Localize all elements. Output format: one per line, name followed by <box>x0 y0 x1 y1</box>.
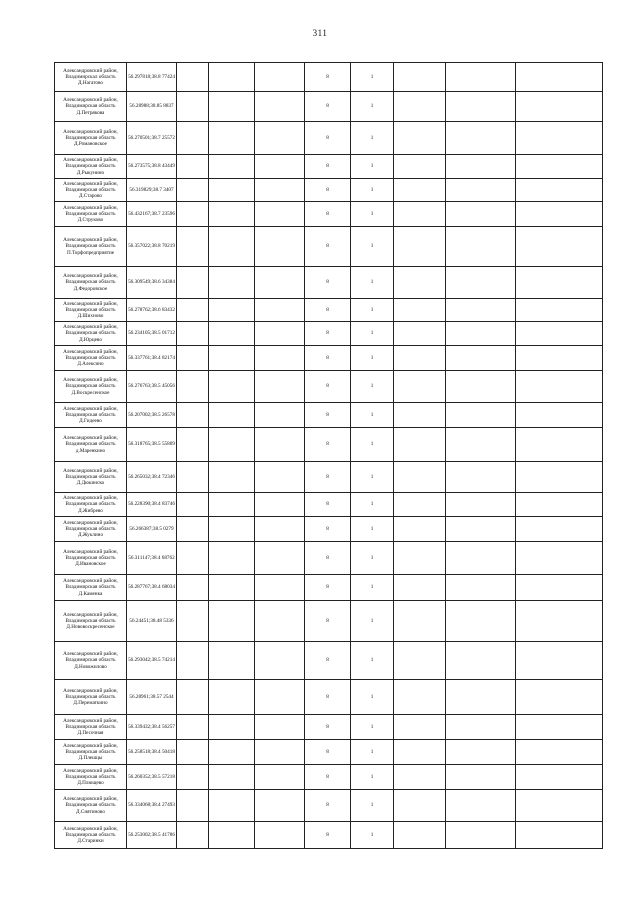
settlement-address: Александровский район, Владимирская область Д.Старинки <box>55 822 127 849</box>
value-cell: 8 <box>305 403 351 428</box>
settlement-address: Александровский район, Владимирская область Д.Ивановское <box>55 542 127 575</box>
table-row <box>55 299 603 322</box>
empty-cell <box>446 346 516 371</box>
empty-cell <box>516 680 603 715</box>
empty-cell <box>394 740 446 765</box>
empty-cell <box>516 346 603 371</box>
value-cell: 8 <box>305 227 351 267</box>
value-cell: 1 <box>351 267 394 299</box>
settlement-address: Александровский район, Владимирская область Д.Каменка <box>55 575 127 601</box>
empty-cell <box>446 575 516 601</box>
empty-cell <box>516 63 603 92</box>
value-cell: 8 <box>305 428 351 462</box>
value-cell: 1 <box>351 493 394 517</box>
coordinates-cell: 56.28961;38.57 2544 <box>127 680 177 715</box>
empty-cell <box>394 202 446 227</box>
empty-cell <box>177 542 209 575</box>
empty-cell <box>446 371 516 403</box>
settlement-address: Александровский район, Владимирская область П.Торфопредприятие <box>55 227 127 267</box>
empty-cell <box>446 155 516 179</box>
empty-cell <box>446 601 516 642</box>
empty-cell <box>255 299 305 322</box>
empty-cell <box>177 227 209 267</box>
value-cell: 1 <box>351 517 394 542</box>
empty-cell <box>516 642 603 680</box>
empty-cell <box>516 322 603 346</box>
settlement-address: Александровский район, Владимирская область Д.Жуклино <box>55 517 127 542</box>
empty-cell <box>177 765 209 790</box>
settlement-address: Александровский район, Владимирская область Д.Алексино <box>55 346 127 371</box>
value-cell: 8 <box>305 575 351 601</box>
empty-cell <box>516 92 603 122</box>
empty-cell <box>516 428 603 462</box>
value-cell: 8 <box>305 680 351 715</box>
empty-cell <box>177 63 209 92</box>
value-cell: 1 <box>351 601 394 642</box>
value-cell: 1 <box>351 765 394 790</box>
empty-cell <box>394 575 446 601</box>
empty-cell <box>255 601 305 642</box>
empty-cell <box>209 155 255 179</box>
empty-cell <box>255 155 305 179</box>
settlement-address: Александровский район, Владимирская область Д.Дюкинско <box>55 462 127 493</box>
value-cell: 1 <box>351 542 394 575</box>
coordinates-cell: 56.270501;38.7 25572 <box>127 122 177 155</box>
empty-cell <box>177 740 209 765</box>
empty-cell <box>394 227 446 267</box>
table-row <box>55 575 603 601</box>
coordinates-cell: 56.276763;38.5 45056 <box>127 371 177 403</box>
empty-cell <box>446 122 516 155</box>
settlement-address: Александровский район, Владимирская область Д.Шихново <box>55 299 127 322</box>
empty-cell <box>255 322 305 346</box>
empty-cell <box>255 63 305 92</box>
empty-cell <box>177 403 209 428</box>
value-cell: 8 <box>305 822 351 849</box>
empty-cell <box>394 299 446 322</box>
empty-cell <box>255 822 305 849</box>
empty-cell <box>394 680 446 715</box>
empty-cell <box>209 740 255 765</box>
table-row <box>55 428 603 462</box>
empty-cell <box>255 542 305 575</box>
settlement-address: Александровский район, Владимирскал область Д.Нагатово <box>55 63 127 92</box>
empty-cell <box>177 371 209 403</box>
empty-cell <box>177 322 209 346</box>
empty-cell <box>255 92 305 122</box>
value-cell: 8 <box>305 517 351 542</box>
coordinates-cell: 56.266387;38.5 0279 <box>127 517 177 542</box>
empty-cell <box>446 517 516 542</box>
empty-cell <box>209 299 255 322</box>
empty-cell <box>177 822 209 849</box>
value-cell: 1 <box>351 346 394 371</box>
empty-cell <box>255 428 305 462</box>
empty-cell <box>446 63 516 92</box>
empty-cell <box>177 346 209 371</box>
coordinates-cell: 56.260352;38.5 57218 <box>127 765 177 790</box>
value-cell: 8 <box>305 740 351 765</box>
value-cell: 8 <box>305 371 351 403</box>
value-cell: 1 <box>351 63 394 92</box>
empty-cell <box>446 715 516 740</box>
empty-cell <box>177 202 209 227</box>
empty-cell <box>516 790 603 822</box>
empty-cell <box>255 202 305 227</box>
empty-cell <box>177 92 209 122</box>
empty-cell <box>394 63 446 92</box>
coordinates-cell: 56.339432;38.4 56257 <box>127 715 177 740</box>
settlement-address: Александровский район, Владимирская область Д.Рыкунино <box>55 155 127 179</box>
table-row <box>55 601 603 642</box>
empty-cell <box>394 642 446 680</box>
empty-cell <box>516 299 603 322</box>
empty-cell <box>177 601 209 642</box>
empty-cell <box>177 462 209 493</box>
empty-cell <box>446 227 516 267</box>
empty-cell <box>394 122 446 155</box>
value-cell: 1 <box>351 322 394 346</box>
empty-cell <box>394 601 446 642</box>
empty-cell <box>177 155 209 179</box>
empty-cell <box>255 122 305 155</box>
empty-cell <box>446 428 516 462</box>
table-row <box>55 715 603 740</box>
empty-cell <box>394 322 446 346</box>
table-row <box>55 267 603 299</box>
coordinates-cell: 56.297818;38.8 77424 <box>127 63 177 92</box>
value-cell: 8 <box>305 601 351 642</box>
empty-cell <box>255 642 305 680</box>
value-cell: 1 <box>351 155 394 179</box>
empty-cell <box>209 267 255 299</box>
empty-cell <box>516 122 603 155</box>
empty-cell <box>177 267 209 299</box>
settlement-address: Александровский район, Владимирская область Д.Гидеево <box>55 403 127 428</box>
empty-cell <box>209 227 255 267</box>
empty-cell <box>394 822 446 849</box>
empty-cell <box>209 462 255 493</box>
empty-cell <box>516 155 603 179</box>
empty-cell <box>255 715 305 740</box>
empty-cell <box>255 346 305 371</box>
empty-cell <box>516 202 603 227</box>
coordinates-cell: 56.207002;38.5 26578 <box>127 403 177 428</box>
coordinates-cell: 56.258518;38.4 50418 <box>127 740 177 765</box>
settlement-address: Александровский район, Владимирская область Д.Новожилово <box>55 642 127 680</box>
table-row <box>55 790 603 822</box>
empty-cell <box>516 179 603 202</box>
empty-cell <box>177 299 209 322</box>
empty-cell <box>209 322 255 346</box>
table-row <box>55 822 603 849</box>
empty-cell <box>209 428 255 462</box>
empty-cell <box>394 715 446 740</box>
table-row <box>55 371 603 403</box>
empty-cell <box>209 92 255 122</box>
value-cell: 8 <box>305 267 351 299</box>
coordinates-cell: 56.318765;38.5 55809 <box>127 428 177 462</box>
value-cell: 8 <box>305 202 351 227</box>
empty-cell <box>255 493 305 517</box>
empty-cell <box>516 462 603 493</box>
value-cell: 1 <box>351 92 394 122</box>
empty-cell <box>255 790 305 822</box>
value-cell: 8 <box>305 715 351 740</box>
empty-cell <box>394 179 446 202</box>
empty-cell <box>255 765 305 790</box>
value-cell: 8 <box>305 790 351 822</box>
empty-cell <box>446 403 516 428</box>
empty-cell <box>394 765 446 790</box>
empty-cell <box>209 179 255 202</box>
coordinates-cell: 56.253002;38.5 41786 <box>127 822 177 849</box>
empty-cell <box>177 517 209 542</box>
coordinates-cell: 56.432167;38.7 23596 <box>127 202 177 227</box>
empty-cell <box>209 122 255 155</box>
empty-cell <box>209 403 255 428</box>
settlement-address: Александровский район, Владимирская область Д.Нововоскресенское <box>55 601 127 642</box>
empty-cell <box>516 403 603 428</box>
table-row <box>55 642 603 680</box>
empty-cell <box>255 371 305 403</box>
table-row <box>55 517 603 542</box>
settlement-address: Александровский район, Владимирская область Д.Перематкино <box>55 680 127 715</box>
settlement-address: Александровский район, Владимирская область Д.Снятиново <box>55 790 127 822</box>
empty-cell <box>255 740 305 765</box>
value-cell: 8 <box>305 63 351 92</box>
empty-cell <box>209 493 255 517</box>
coordinates-cell: 56.357022;38.8 70219 <box>127 227 177 267</box>
settlement-address: Александровский район, Владимирская область Д.Плешцы <box>55 740 127 765</box>
empty-cell <box>255 575 305 601</box>
value-cell: 1 <box>351 122 394 155</box>
empty-cell <box>177 428 209 462</box>
value-cell: 8 <box>305 462 351 493</box>
coordinates-cell: 56.309549;38.6 34384 <box>127 267 177 299</box>
table-row <box>55 403 603 428</box>
empty-cell <box>209 371 255 403</box>
value-cell: 8 <box>305 122 351 155</box>
value-cell: 1 <box>351 790 394 822</box>
empty-cell <box>394 493 446 517</box>
coordinates-cell: 56.265032;38.4 72346 <box>127 462 177 493</box>
table-row <box>55 346 603 371</box>
empty-cell <box>516 740 603 765</box>
settlement-address: Александровский район, Владимирская область Д.Романовское <box>55 122 127 155</box>
table-row <box>55 680 603 715</box>
empty-cell <box>255 227 305 267</box>
empty-cell <box>446 267 516 299</box>
empty-cell <box>209 63 255 92</box>
table-row <box>55 122 603 155</box>
empty-cell <box>209 822 255 849</box>
settlement-address: Александровский район, Владимирская область Д.Воскресенское <box>55 371 127 403</box>
settlement-address: Александровский район, Владимирская область Д.Петрякова <box>55 92 127 122</box>
value-cell: 1 <box>351 680 394 715</box>
empty-cell <box>394 428 446 462</box>
empty-cell <box>177 642 209 680</box>
coordinates-cell: 56.24451;38.48 5336 <box>127 601 177 642</box>
empty-cell <box>177 715 209 740</box>
empty-cell <box>394 403 446 428</box>
empty-cell <box>394 462 446 493</box>
empty-cell <box>209 715 255 740</box>
value-cell: 8 <box>305 542 351 575</box>
empty-cell <box>446 790 516 822</box>
coordinates-cell: 56.334068;38.4 27493 <box>127 790 177 822</box>
coordinates-cell: 56.311147;38.4 68762 <box>127 542 177 575</box>
empty-cell <box>516 822 603 849</box>
empty-cell <box>177 790 209 822</box>
empty-cell <box>394 542 446 575</box>
value-cell: 8 <box>305 346 351 371</box>
empty-cell <box>516 267 603 299</box>
empty-cell <box>446 202 516 227</box>
settlement-address: Александровский район, Владимирская область Д.Струково <box>55 202 127 227</box>
table-row <box>55 493 603 517</box>
settlement-address: Александровский район, Владимирская область Д.Плющево <box>55 765 127 790</box>
value-cell: 1 <box>351 371 394 403</box>
empty-cell <box>255 517 305 542</box>
empty-cell <box>516 575 603 601</box>
value-cell: 1 <box>351 715 394 740</box>
empty-cell <box>446 322 516 346</box>
coordinates-cell: 56.319829;38.7 3407 <box>127 179 177 202</box>
empty-cell <box>446 680 516 715</box>
coordinates-cell: 56.234105;38.5 01712 <box>127 322 177 346</box>
empty-cell <box>446 740 516 765</box>
empty-cell <box>209 575 255 601</box>
empty-cell <box>394 346 446 371</box>
settlement-table <box>54 62 603 849</box>
value-cell: 1 <box>351 575 394 601</box>
value-cell: 8 <box>305 493 351 517</box>
empty-cell <box>209 680 255 715</box>
empty-cell <box>209 346 255 371</box>
empty-cell <box>177 179 209 202</box>
value-cell: 8 <box>305 322 351 346</box>
empty-cell <box>255 403 305 428</box>
settlement-address: Александровский район, Владимирская область Д.Юрцево <box>55 322 127 346</box>
empty-cell <box>516 542 603 575</box>
empty-cell <box>394 267 446 299</box>
empty-cell <box>446 92 516 122</box>
empty-cell <box>394 790 446 822</box>
value-cell: 8 <box>305 155 351 179</box>
value-cell: 1 <box>351 202 394 227</box>
settlement-address: Александровский район, Владимирская область Д.Старово <box>55 179 127 202</box>
settlement-address: Александровский район, Владимирская область Д.Федоровское <box>55 267 127 299</box>
empty-cell <box>255 179 305 202</box>
empty-cell <box>394 517 446 542</box>
coordinates-cell: 56.278762;38.6 83432 <box>127 299 177 322</box>
value-cell: 8 <box>305 765 351 790</box>
coordinates-cell: 56.287767;38.4 68034 <box>127 575 177 601</box>
empty-cell <box>177 493 209 517</box>
empty-cell <box>446 642 516 680</box>
empty-cell <box>516 371 603 403</box>
empty-cell <box>209 517 255 542</box>
value-cell: 1 <box>351 462 394 493</box>
value-cell: 8 <box>305 179 351 202</box>
value-cell: 8 <box>305 299 351 322</box>
empty-cell <box>516 765 603 790</box>
value-cell: 8 <box>305 642 351 680</box>
table-row <box>55 202 603 227</box>
value-cell: 1 <box>351 227 394 267</box>
coordinates-cell: 56.273575;38.8 43449 <box>127 155 177 179</box>
settlement-address: Александровский район, Владимирская область д.Маренкино <box>55 428 127 462</box>
table-row <box>55 542 603 575</box>
empty-cell <box>516 715 603 740</box>
empty-cell <box>394 92 446 122</box>
coordinates-cell: 56.337761;38.4 82174 <box>127 346 177 371</box>
empty-cell <box>209 790 255 822</box>
value-cell: 1 <box>351 642 394 680</box>
empty-cell <box>446 179 516 202</box>
empty-cell <box>516 227 603 267</box>
empty-cell <box>177 680 209 715</box>
table-row <box>55 155 603 179</box>
empty-cell <box>394 155 446 179</box>
value-cell: 8 <box>305 92 351 122</box>
value-cell: 1 <box>351 740 394 765</box>
value-cell: 1 <box>351 428 394 462</box>
coordinates-cell: 56.28988;38.85 8837 <box>127 92 177 122</box>
empty-cell <box>255 680 305 715</box>
value-cell: 1 <box>351 179 394 202</box>
empty-cell <box>446 462 516 493</box>
empty-cell <box>177 575 209 601</box>
page-number: 311 <box>312 28 328 38</box>
empty-cell <box>446 493 516 517</box>
table-row <box>55 740 603 765</box>
value-cell: 1 <box>351 403 394 428</box>
empty-cell <box>516 493 603 517</box>
table-row <box>55 92 603 122</box>
empty-cell <box>446 299 516 322</box>
empty-cell <box>255 267 305 299</box>
empty-cell <box>516 517 603 542</box>
empty-cell <box>446 822 516 849</box>
empty-cell <box>209 202 255 227</box>
settlement-address: Александровский район, Владимирская область Д.Жибрево <box>55 493 127 517</box>
table-row <box>55 227 603 267</box>
coordinates-cell: 56.293042;38.5 74214 <box>127 642 177 680</box>
table-row <box>55 63 603 92</box>
table-row <box>55 462 603 493</box>
empty-cell <box>516 601 603 642</box>
empty-cell <box>209 642 255 680</box>
table-row <box>55 179 603 202</box>
value-cell: 1 <box>351 299 394 322</box>
empty-cell <box>255 462 305 493</box>
empty-cell <box>177 122 209 155</box>
value-cell: 1 <box>351 822 394 849</box>
coordinates-cell: 56.228390;38.4 83746 <box>127 493 177 517</box>
table-row <box>55 322 603 346</box>
empty-cell <box>394 371 446 403</box>
empty-cell <box>446 542 516 575</box>
settlement-address: Александровский район, Владимирская область Д.Песочная <box>55 715 127 740</box>
empty-cell <box>446 765 516 790</box>
empty-cell <box>209 765 255 790</box>
empty-cell <box>209 601 255 642</box>
table-row <box>55 765 603 790</box>
empty-cell <box>209 542 255 575</box>
